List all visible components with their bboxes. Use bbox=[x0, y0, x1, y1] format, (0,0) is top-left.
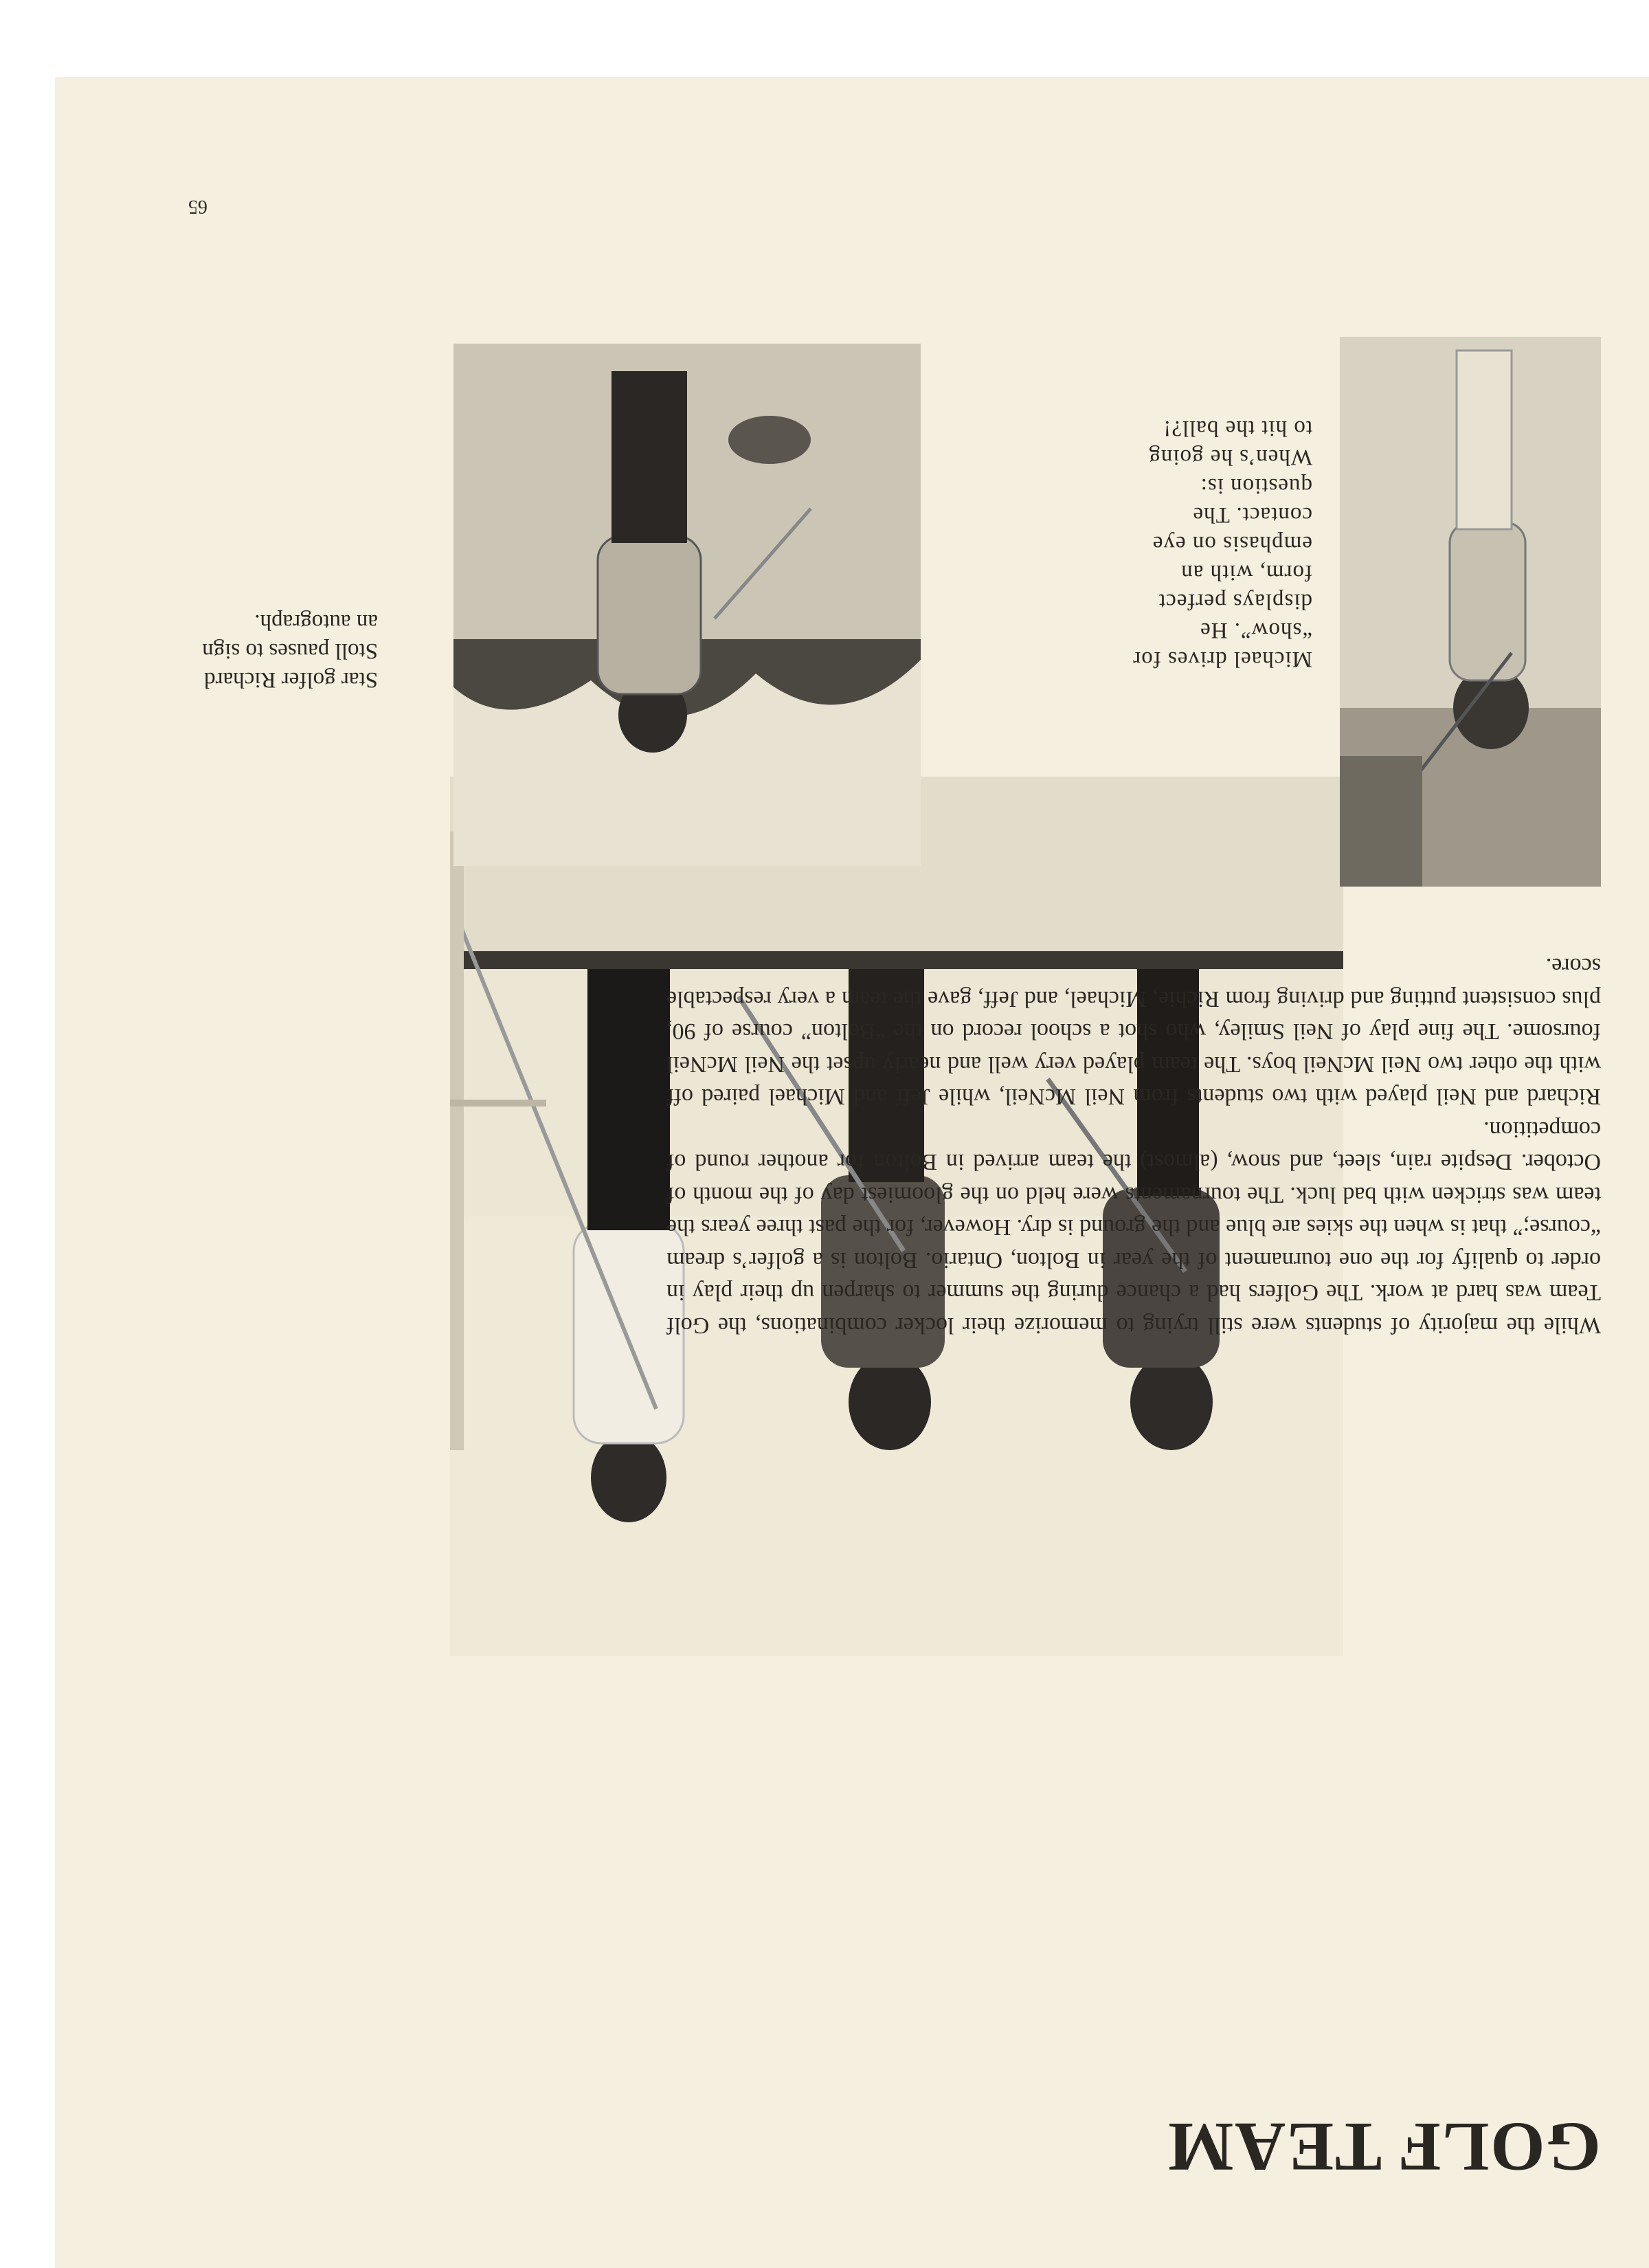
michael-driving-photo bbox=[1340, 337, 1601, 887]
yearbook-page bbox=[55, 77, 1649, 2268]
article-paragraph-1: While the majority of students were still trying to memorize their locker combinations, the Golf Team was hard at work. The Golfers had a chance during the summer to sharpen up their play in order to qualify for the one tournament of the year in Bolton, Ontario. Bolton is a golfer’s dream “course;” that is when the skies are blue and the ground is dry. However, for the past three years the team was stricken with bad luck. The tournaments were held on the gloomiest day of the month of October. Despite rain, sleet, and snow, (almost) the team arrived in Bolton for another round of competition. bbox=[666, 1117, 1601, 1338]
page-number: 65 bbox=[188, 196, 207, 217]
article-body bbox=[666, 950, 1601, 1342]
michael-photo-caption: Michael drives for “show”. He displays perfect form, with an emphasis on eye contact. The question is: When’s he going to hit the ball?! bbox=[1132, 416, 1312, 671]
stoll-photo-caption: Star golfer Richard Stoll pauses to sign an autograph. bbox=[202, 610, 378, 692]
page-title: GOLF TEAM bbox=[1166, 2108, 1601, 2186]
upside-down-content bbox=[55, 77, 1649, 2268]
richard-stoll-photo bbox=[453, 344, 921, 866]
article-paragraph-2: Richard and Neil played with two students from Neil McNeil, while Jeff and Michael paired off with the other two Neil McNeil boys. The team played very well and nearly upset the Neil McNeil foursome. The fine play of Neil Smiley, who shot a school record on the “Bolton” course of 90, plus consistent putting and driving from Richie, Michael, and Jeff, gave the team a very respectable score. bbox=[666, 953, 1601, 1110]
